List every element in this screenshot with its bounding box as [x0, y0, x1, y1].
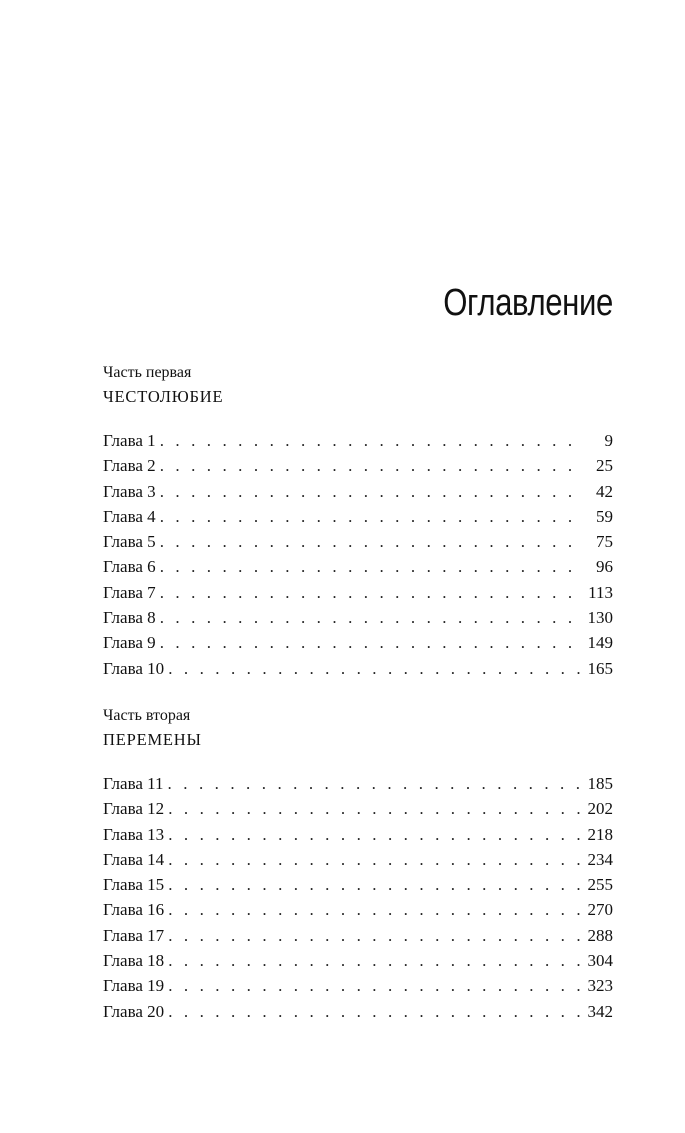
toc-entry[interactable]: [103, 999, 613, 1024]
page-number: 323: [587, 976, 613, 996]
dot-leader: [168, 822, 581, 847]
toc-list: [103, 428, 613, 681]
dot-leader: [168, 948, 581, 973]
dot-leader: [168, 656, 581, 681]
page-number: 75: [596, 532, 613, 552]
toc-entry[interactable]: [103, 630, 613, 655]
toc-entry[interactable]: [103, 822, 613, 847]
part-label: Часть первая: [103, 364, 192, 381]
toc-entry[interactable]: [103, 872, 613, 897]
toc-entry[interactable]: [103, 605, 613, 630]
dot-leader: [160, 554, 581, 579]
part-two-section: [103, 706, 613, 1024]
dot-leader: [168, 796, 581, 821]
chapter-title: Глава 11: [103, 774, 164, 793]
page-number: 165: [587, 658, 613, 678]
page-title: Оглавление: [443, 282, 613, 324]
page-number: 185: [587, 774, 613, 793]
dot-leader: [160, 504, 581, 529]
toc-entry[interactable]: [103, 529, 613, 554]
part-one-section: [103, 363, 613, 681]
toc-entry[interactable]: [103, 973, 613, 998]
page-number: 149: [587, 633, 613, 653]
dot-leader: [160, 630, 581, 655]
chapter-title: Глава 6: [103, 557, 156, 577]
chapter-title: Глава 2: [103, 456, 156, 476]
toc-entry[interactable]: [103, 453, 613, 478]
toc-entry[interactable]: [103, 656, 613, 681]
chapter-title: Глава 14: [103, 849, 165, 869]
chapter-title: Глава 17: [103, 925, 165, 945]
dot-leader: [160, 428, 581, 453]
toc-entry[interactable]: [103, 580, 613, 605]
dot-leader: [160, 580, 581, 605]
dot-leader: [168, 771, 581, 796]
page-number: 96: [596, 557, 613, 577]
dot-leader: [168, 897, 581, 922]
toc-entry[interactable]: [103, 771, 613, 796]
toc-entry[interactable]: [103, 897, 613, 922]
page-number: 288: [587, 925, 613, 945]
part-name: ПЕРЕМЕНЫ: [103, 730, 202, 749]
dot-leader: [160, 605, 581, 630]
dot-leader: [168, 847, 581, 872]
dot-leader: [168, 872, 581, 897]
page-number: 113: [588, 582, 613, 602]
page-number: 25: [596, 456, 613, 476]
chapter-title: Глава 5: [103, 532, 156, 552]
part-name: ЧЕСТОЛЮБИЕ: [103, 387, 224, 406]
toc-entry[interactable]: [103, 479, 613, 504]
dot-leader: [160, 479, 581, 504]
toc-list: [103, 771, 613, 1024]
chapter-title: Глава 16: [103, 900, 165, 920]
part-label: Часть вторая: [103, 707, 191, 724]
page-number: 130: [587, 608, 613, 628]
page-number: 42: [596, 481, 613, 501]
chapter-title: Глава 12: [103, 799, 165, 819]
toc-entry[interactable]: [103, 923, 613, 948]
chapter-title: Глава 7: [103, 582, 156, 602]
toc-entry[interactable]: [103, 796, 613, 821]
page-number: 304: [587, 951, 613, 971]
page-number: 255: [587, 875, 613, 895]
page-number: 59: [596, 506, 613, 526]
chapter-title: Глава 15: [103, 875, 165, 895]
chapter-title: Глава 9: [103, 633, 156, 653]
page-number: 234: [587, 849, 613, 869]
chapter-title: Глава 13: [103, 824, 165, 844]
page-number: 342: [587, 1001, 613, 1021]
dot-leader: [168, 923, 581, 948]
chapter-title: Глава 1: [103, 431, 156, 450]
toc-entry[interactable]: [103, 948, 613, 973]
dot-leader: [168, 973, 581, 998]
page-number: 202: [587, 799, 613, 819]
chapter-title: Глава 10: [103, 658, 165, 678]
chapter-title: Глава 20: [103, 1001, 165, 1021]
chapter-title: Глава 8: [103, 608, 156, 628]
dot-leader: [160, 453, 581, 478]
chapter-title: Глава 18: [103, 951, 165, 971]
toc-entry[interactable]: [103, 554, 613, 579]
toc-entry[interactable]: [103, 428, 613, 453]
chapter-title: Глава 19: [103, 976, 165, 996]
dot-leader: [160, 529, 581, 554]
dot-leader: [168, 999, 581, 1024]
page-number: 270: [587, 900, 613, 920]
page-number: 9: [604, 431, 613, 450]
chapter-title: Глава 4: [103, 506, 156, 526]
page-number: 218: [587, 824, 613, 844]
toc-entry[interactable]: [103, 847, 613, 872]
toc-entry[interactable]: [103, 504, 613, 529]
chapter-title: Глава 3: [103, 481, 156, 501]
